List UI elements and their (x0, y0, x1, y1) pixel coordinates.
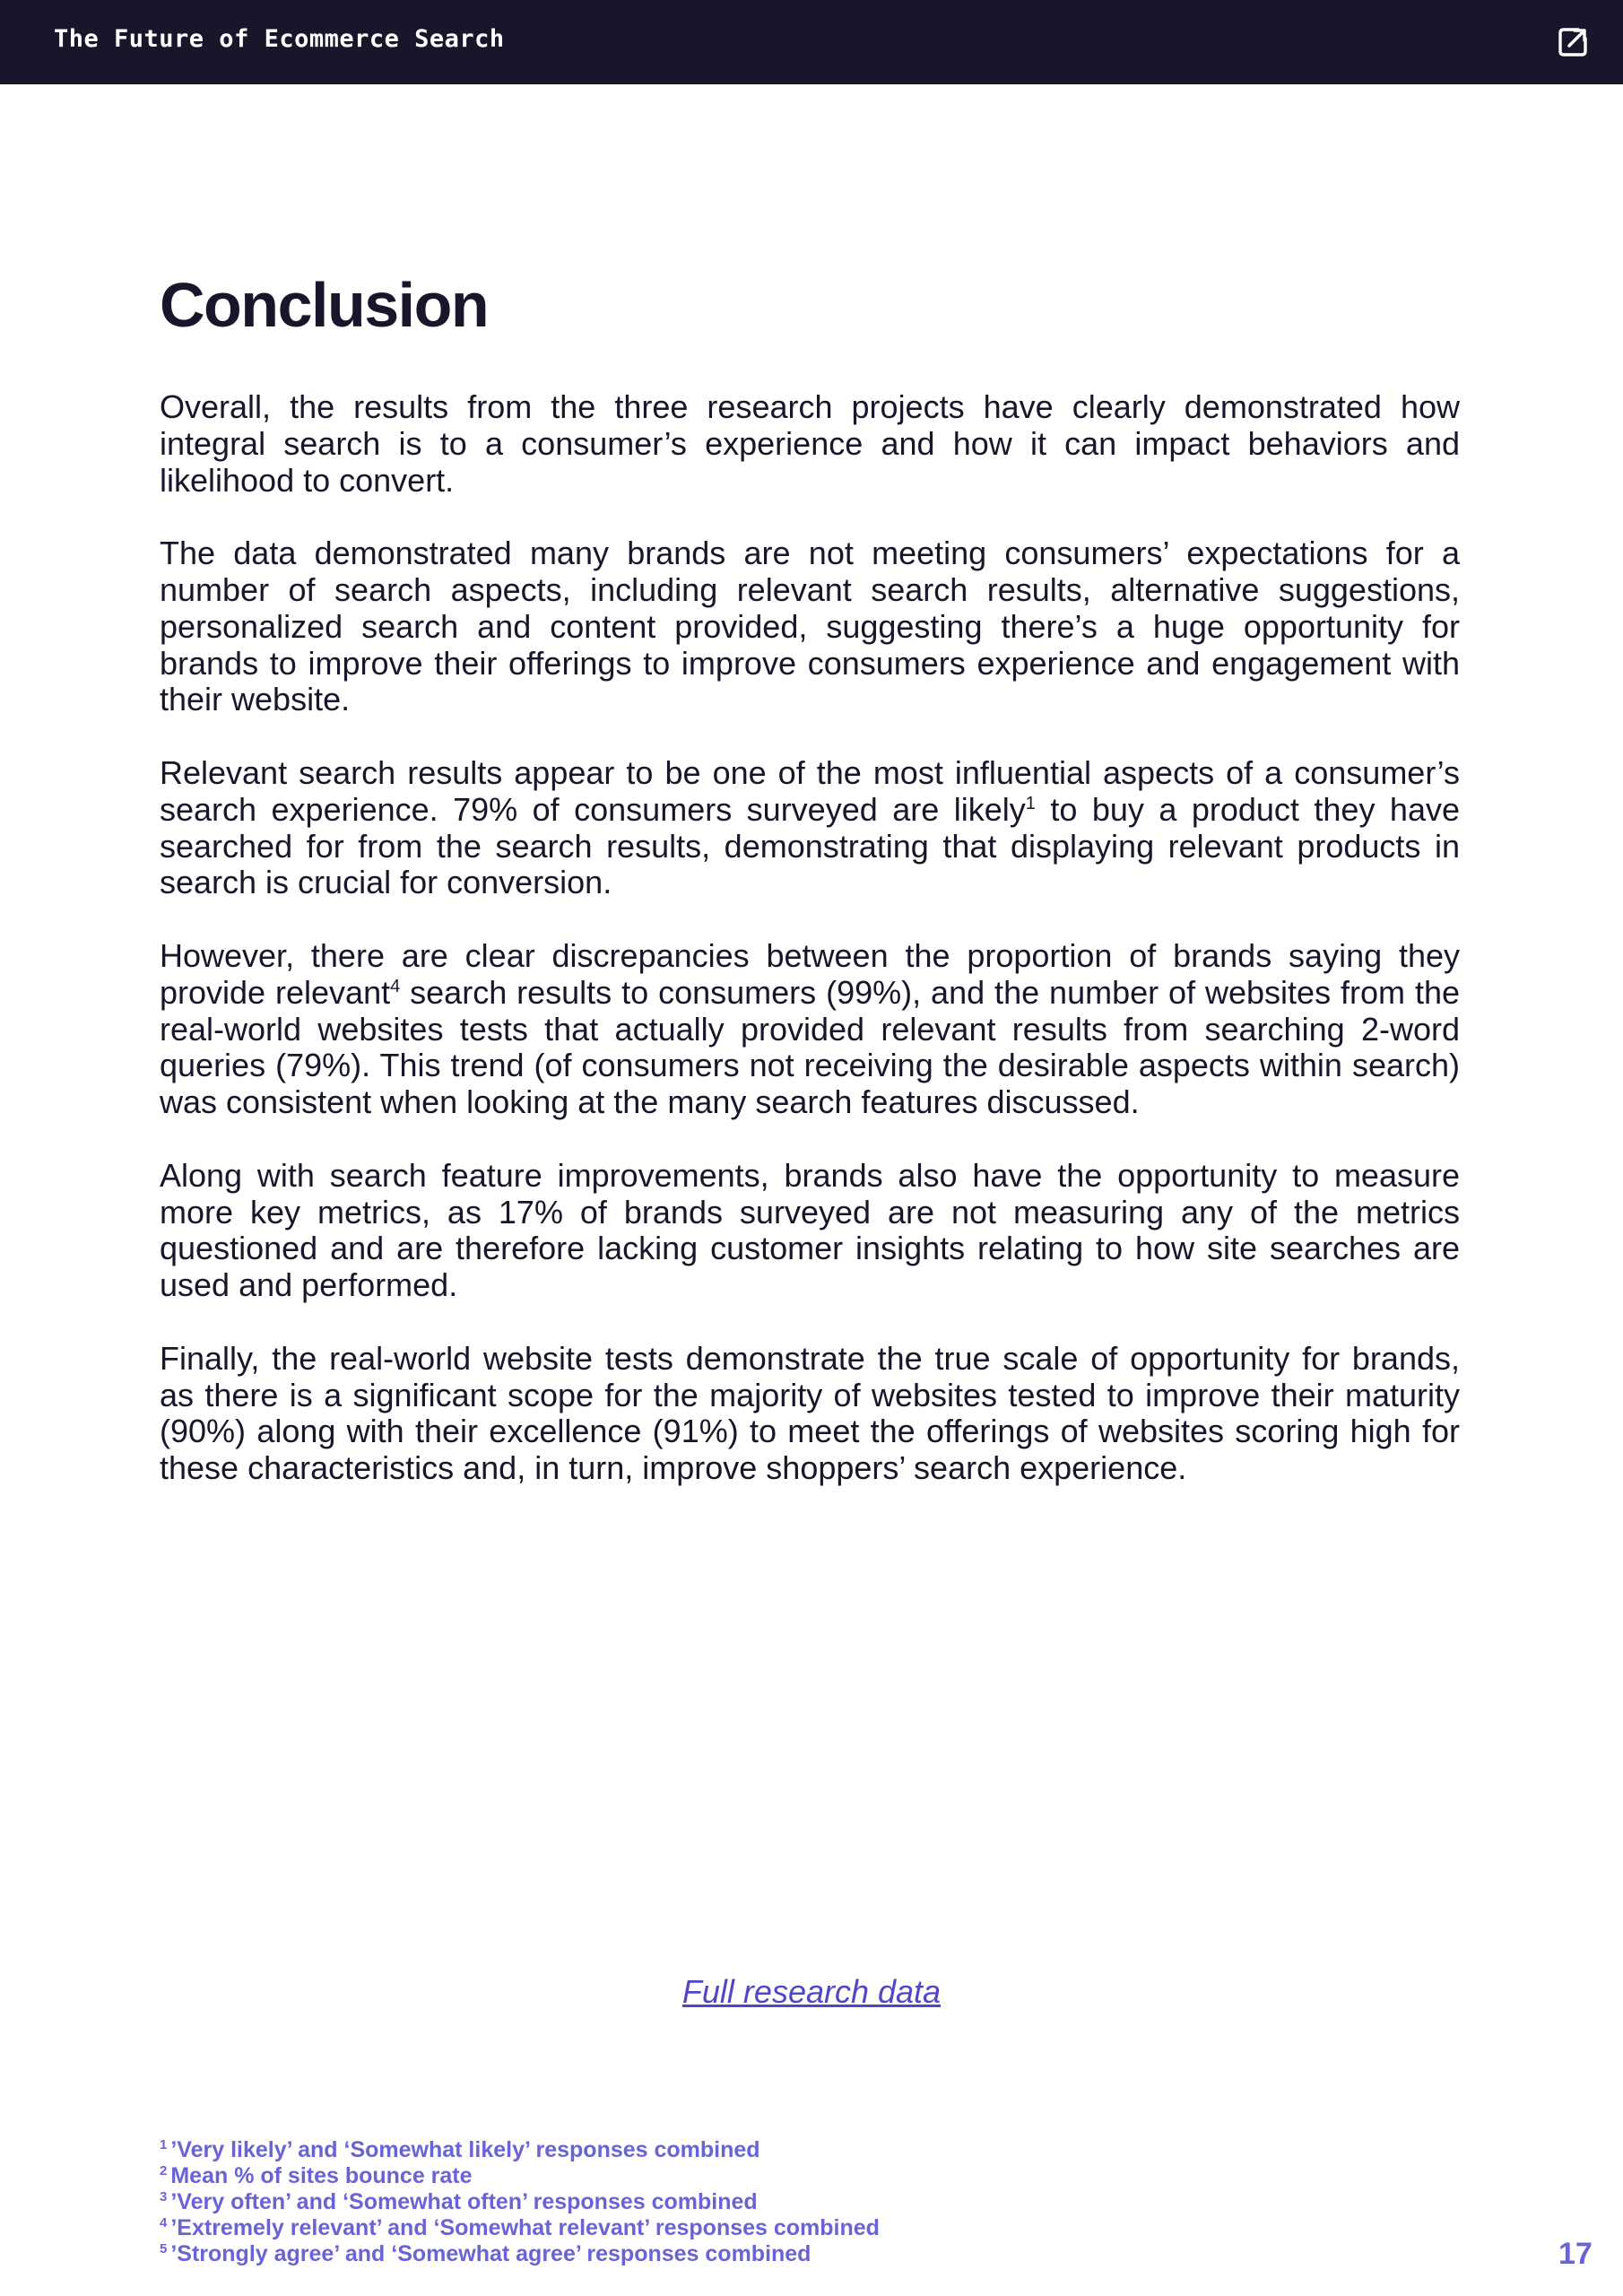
paragraph-text: to buy a product they have searched for from the search results, demonstrating that displaying relevant products in search is crucial for conversion. (160, 790, 1460, 901)
footnote (160, 2137, 880, 2163)
paragraph: Along with search feature improvements, brands also have the opportunity to measure more key metrics, as 17% of brands surveyed are not measuring any of the metrics questioned and are therefore lacking customer insights relating to how site searches are used and performed. (160, 1156, 1460, 1304)
footnote-text: Mean % of sites bounce rate (170, 2163, 473, 2188)
paragraph (160, 755, 1460, 901)
arrow-square-logo-icon (1555, 24, 1591, 60)
paragraph-text: Relevant search results appear to be one of the most influential aspects of a consumer’s search experience. 79% of consumers surveyed are likely (160, 753, 1460, 828)
page-number: 17 (1558, 2237, 1593, 2271)
footnotes (160, 2137, 880, 2267)
footnote-number: 2 (160, 2162, 168, 2179)
page-heading: Conclusion (160, 270, 489, 340)
footnote-number: 3 (160, 2188, 168, 2205)
footnote-number: 5 (160, 2240, 168, 2257)
top-bar (0, 0, 1623, 84)
footnote-number: 4 (160, 2214, 168, 2231)
footnote-text: ’Very often’ and ‘Somewhat often’ responses combined (170, 2189, 758, 2214)
footnote-text: ’Very likely’ and ‘Somewhat likely’ responses combined (170, 2137, 760, 2162)
footnote (160, 2241, 880, 2267)
body-text (160, 389, 1460, 1524)
footnote-text: ’Strongly agree’ and ‘Somewhat agree’ responses combined (170, 2241, 812, 2266)
paragraph: Finally, the real-world website tests demonstrate the true scale of opportunity for brands, as there is a significant scope for the majority of websites tested to improve their maturity (90%) along with their excellence (91%) to meet the offerings of websites scoring high for these characteristics and, in turn, improve shoppers’ search experience. (160, 1339, 1460, 1487)
paragraph (160, 938, 1460, 1121)
paragraph: Overall, the results from the three research projects have clearly demonstrated how integral search is to a consumer’s experience and how it can impact behaviors and likelihood to convert. (160, 388, 1460, 499)
footnote (160, 2189, 880, 2215)
footnote-reference: 1 (1025, 793, 1036, 813)
paragraph: The data demonstrated many brands are not meeting consumers’ expectations for a number of search aspects, including relevant search results, alternative suggestions, personalized search and content provided, suggesting there’s a huge opportunity for brands to improve their offerings to improve consumers experience and engagement with their website. (160, 535, 1460, 718)
paragraph-text: However, there are clear discrepancies between the proportion of brands saying they provide relevant (160, 936, 1460, 1011)
document-title: The Future of Ecommerce Search (54, 25, 505, 53)
full-research-data-link[interactable]: Full research data (681, 1973, 942, 2010)
footnote (160, 2163, 880, 2189)
footnote-reference: 4 (390, 976, 401, 996)
paragraph-text: search results to consumers (99%), and the number of websites from the real-world websites tests that actually provided relevant results from searching 2-word queries (79%). This trend (of consumers not receiving the desirable aspects within search) was consistent when looking at the many search features discussed. (160, 973, 1460, 1121)
footnote-text: ’Extremely relevant’ and ‘Somewhat relevant’ responses combined (170, 2215, 880, 2240)
footnote (160, 2215, 880, 2241)
footnote-number: 1 (160, 2136, 168, 2152)
